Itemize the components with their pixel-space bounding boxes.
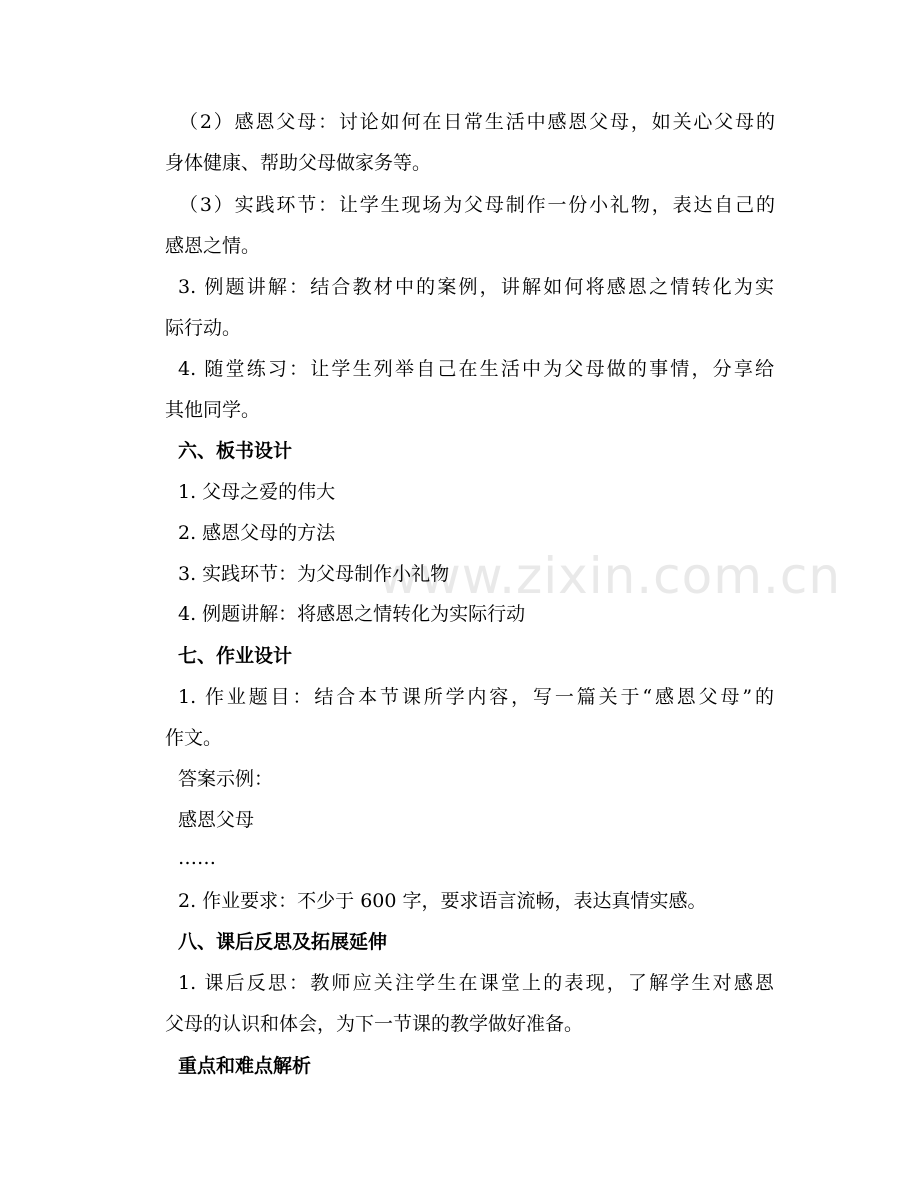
paragraph-line: （3）实践环节：让学生现场为父母制作一份小礼物，表达自己的 xyxy=(179,194,775,216)
paragraph-line: 答案示例： xyxy=(178,768,274,790)
list-item: 2. 感恩父母的方法 xyxy=(178,522,336,544)
list-item: 4. 例题讲解：将感恩之情转化为实际行动 xyxy=(178,603,526,625)
paragraph-line: 父母的认识和体会，为下一节课的教学做好准备。 xyxy=(165,1013,584,1035)
paragraph-line: （2）感恩父母：讨论如何在日常生活中感恩父母，如关心父母的 xyxy=(179,111,775,133)
paragraph-line: 身体健康、帮助父母做家务等。 xyxy=(165,152,432,174)
paragraph-line: 感恩父母 xyxy=(178,809,255,831)
watermark: www.zixin.com.cn xyxy=(378,547,842,605)
paragraph-line: 感恩之情。 xyxy=(165,235,261,257)
paragraph-line: 1. 作业题目：结合本节课所学内容，写一篇关于“感恩父母”的 xyxy=(178,686,774,708)
section-heading: 重点和难点解析 xyxy=(178,1055,312,1077)
paragraph-line: 际行动。 xyxy=(165,317,242,339)
list-item: 3. 实践环节：为父母制作小礼物 xyxy=(178,563,450,585)
paragraph-line: 2. 作业要求：不少于 600 字，要求语言流畅，表达真情实感。 xyxy=(178,890,707,912)
ellipsis-line: …… xyxy=(178,847,216,869)
paragraph-line: 1. 课后反思：教师应关注学生在课堂上的表现，了解学生对感恩 xyxy=(178,972,774,994)
paragraph-line: 4. 随堂练习：让学生列举自己在生活中为父母做的事情，分享给 xyxy=(178,358,774,380)
paragraph-line: 作文。 xyxy=(165,727,223,749)
section-heading: 六、板书设计 xyxy=(178,440,293,462)
section-heading: 八、课后反思及拓展延伸 xyxy=(178,931,388,953)
list-item: 1. 父母之爱的伟大 xyxy=(178,481,336,503)
paragraph-line: 3. 例题讲解：结合教材中的案例，讲解如何将感恩之情转化为实 xyxy=(178,276,774,298)
paragraph-line: 其他同学。 xyxy=(165,399,261,421)
section-heading: 七、作业设计 xyxy=(178,645,293,667)
